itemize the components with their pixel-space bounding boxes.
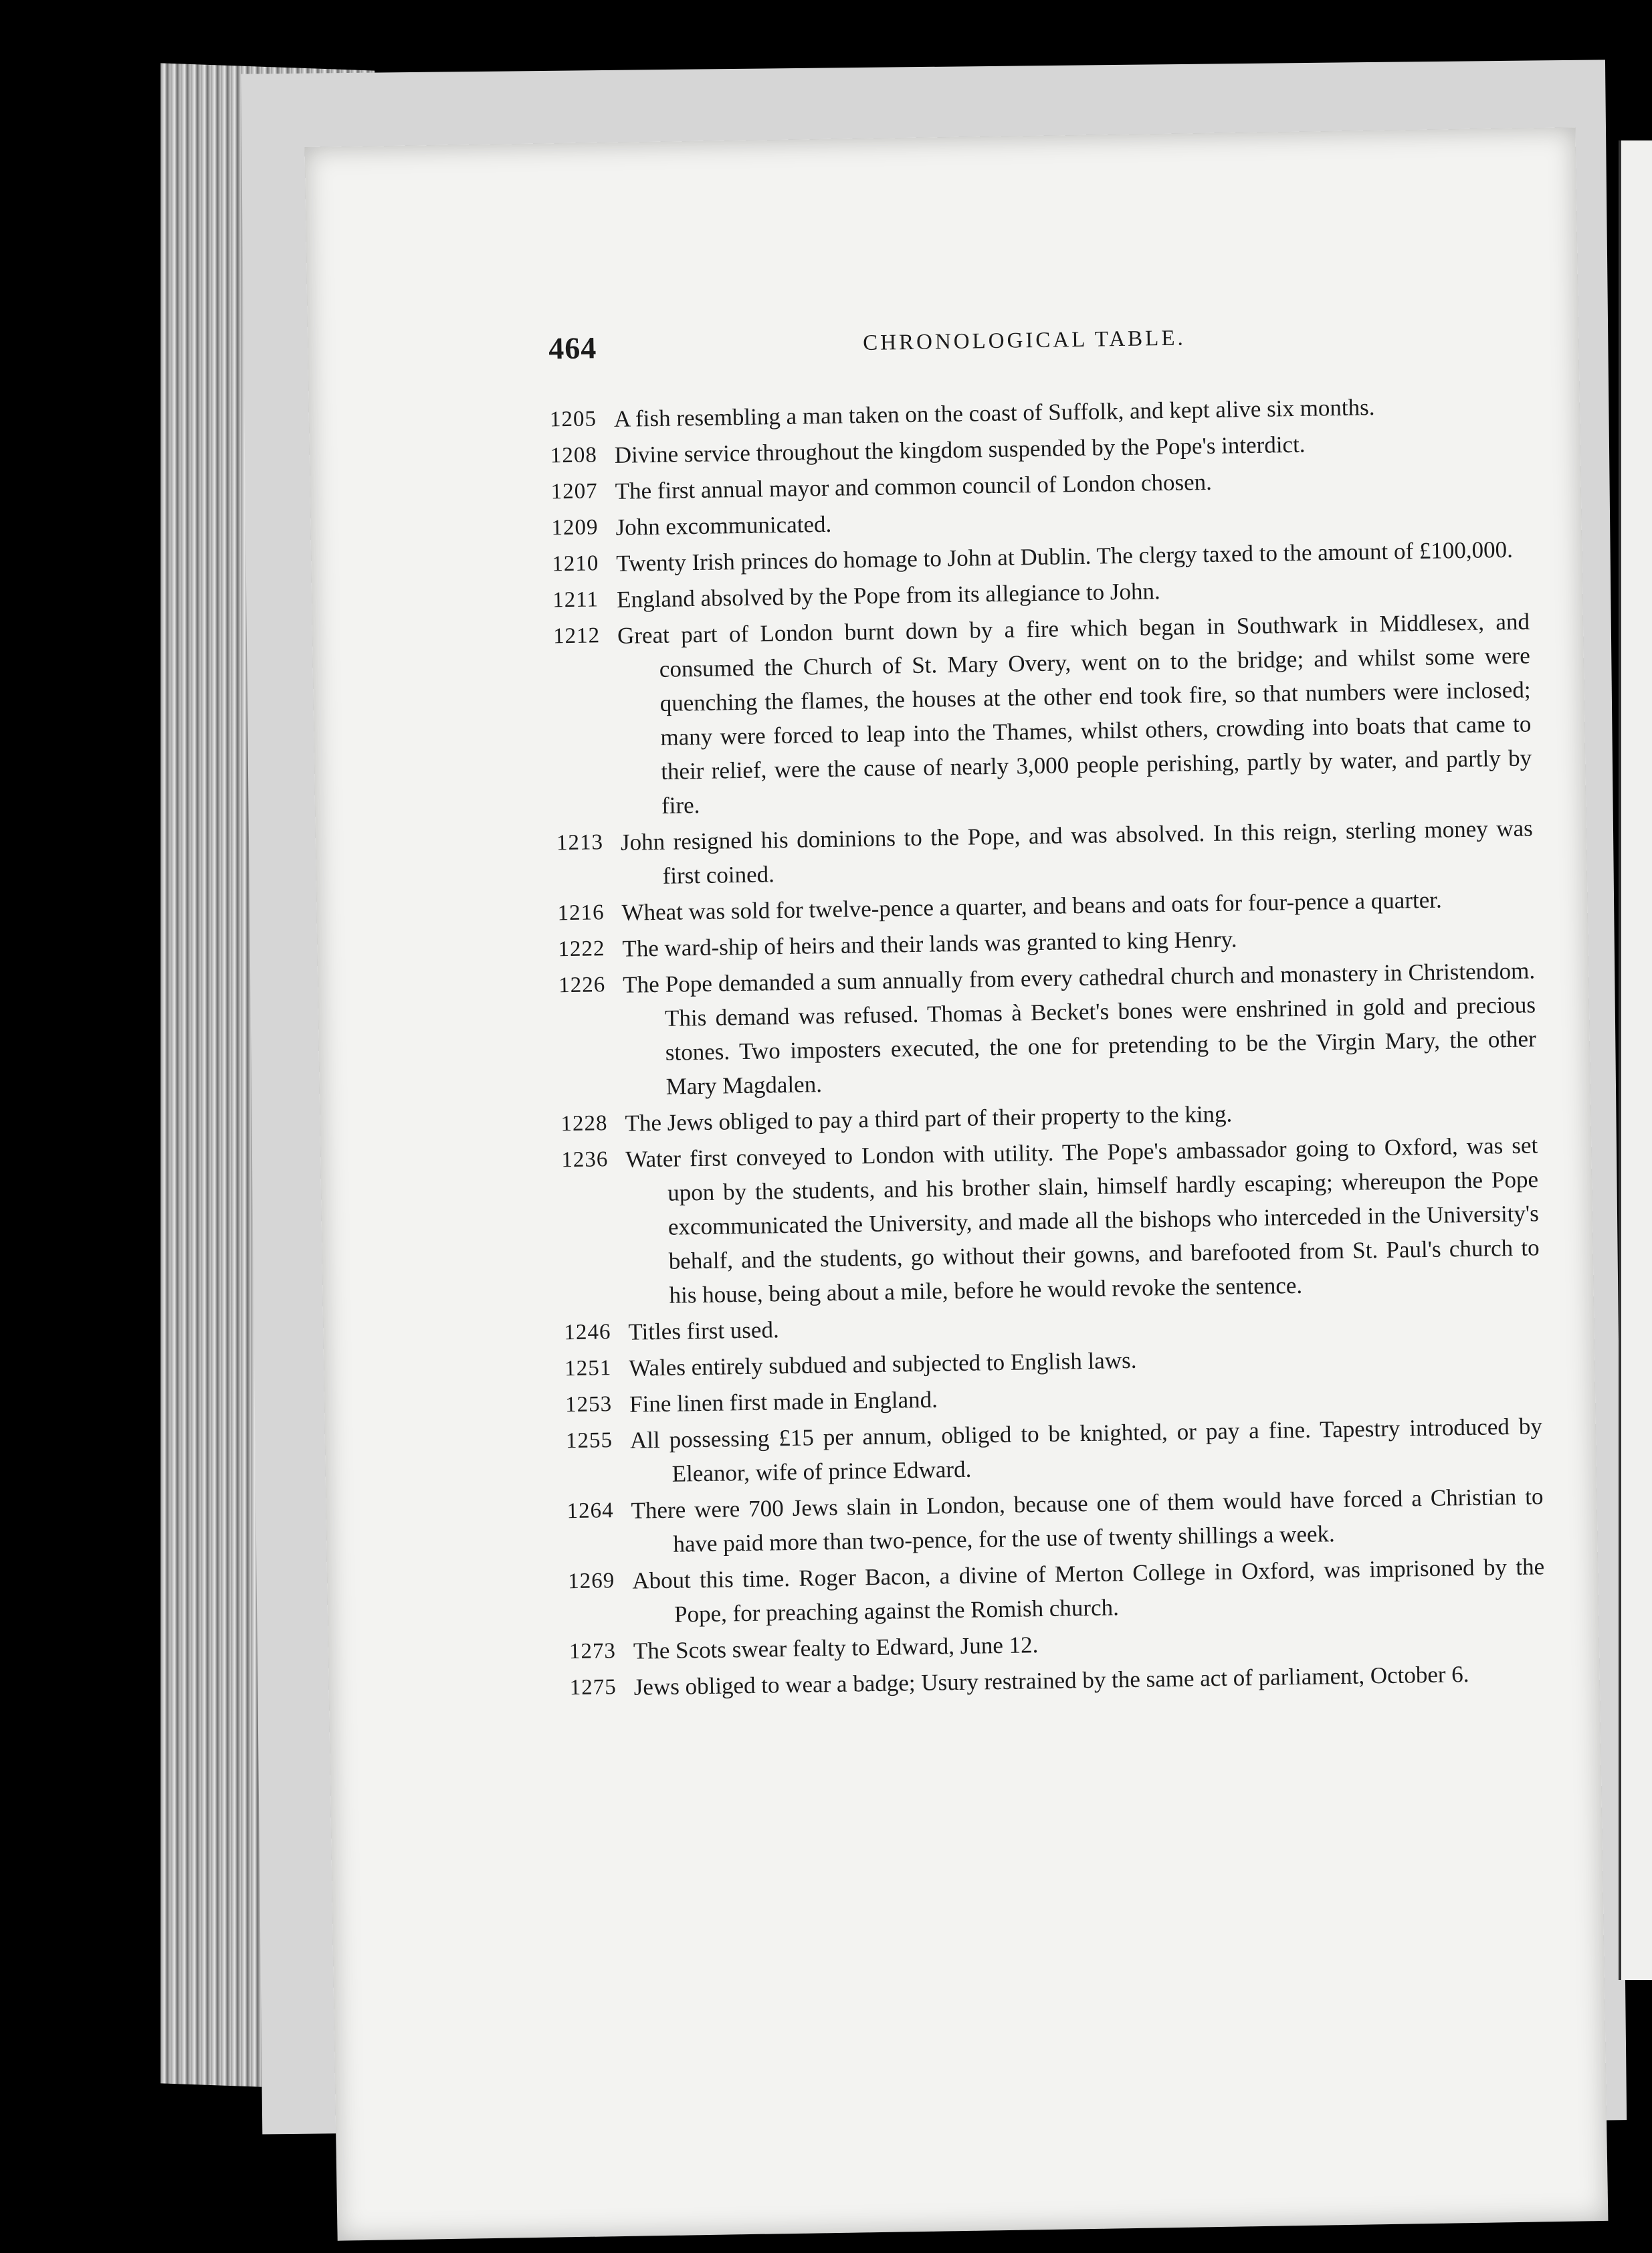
chronology-entry — [561, 1128, 1540, 1314]
entry-text: Water first conveyed to London with utility. The Pope's ambassador going to Oxford, was set upon by the students, and his brother slain, himself hardly escaping; whereupon the Pope excommunicated the University, and made all the bishops who interceded in the University's behalf, and the students, go without their gowns, and barefooted from St. Paul's church to his house, being about a mile, before he would revoke the sentence. — [625, 1132, 1540, 1308]
entry-year: 1207 — [550, 479, 598, 504]
entry-year: 1246 — [564, 1320, 611, 1345]
facing-page-edge — [1619, 140, 1652, 1980]
chronology-entry — [566, 1409, 1543, 1492]
entry-text: England absolved by the Pope from its allegiance to John. — [616, 578, 1161, 613]
page-header — [548, 315, 1526, 391]
entry-year: 1228 — [560, 1111, 608, 1137]
entry-year: 1275 — [569, 1675, 617, 1700]
entry-year: 1273 — [569, 1639, 617, 1664]
chronology-entry — [558, 953, 1537, 1105]
entry-year: 1255 — [565, 1428, 613, 1454]
entry-text: The Pope demanded a sum annually from every cathedral church and monastery in Christendom. This demand was refused. Thomas à Becket's bones were enshrined in gold and precious stones. Two imposters executed, the one for pretending to be the Virgin Mary, the other Mary Magdalen. — [622, 957, 1537, 1100]
entry-year: 1236 — [561, 1147, 609, 1173]
entry-year: 1211 — [552, 587, 599, 613]
chronology-entry — [553, 604, 1533, 824]
entry-text: John excommunicated. — [615, 510, 832, 541]
entry-year: 1210 — [552, 551, 599, 577]
entry-year: 1251 — [564, 1356, 612, 1381]
chronology-entry — [566, 1479, 1544, 1563]
entry-year: 1269 — [567, 1569, 615, 1594]
entry-text: About this time. Roger Bacon, a divine of Merton College in Oxford, was imprisoned by the Pope, for preaching against the Romish church. — [631, 1553, 1545, 1628]
entry-text: Great part of London burnt down by a fire which began in Southwark in Middlesex, and consumed the Church of St. Mary Overy, went on to the bridge; and whilst some were quenching the flames, the houses at the other end took fire, so that numbers were inclosed; many were forced to leap into the Thames, whilst others, crowding into boats that came to their relief, were the cause of nearly 3,000 people perishing, partly by water, and partly by fire. — [617, 608, 1532, 819]
entry-year: 1205 — [549, 407, 597, 432]
entry-text: Divine service throughout the kingdom suspended by the Pope's interdict. — [614, 431, 1306, 468]
entry-year: 1208 — [550, 443, 598, 468]
entry-text: The ward-ship of heirs and their lands was granted to king Henry. — [622, 926, 1237, 962]
entry-text: The Scots swear fealty to Edward, June 12. — [633, 1632, 1039, 1664]
entry-text: The first annual mayor and common council of London chosen. — [615, 468, 1213, 504]
entry-year: 1264 — [566, 1498, 614, 1524]
entry-text: Fine linen first made in England. — [629, 1386, 938, 1417]
entry-year: 1209 — [551, 515, 599, 541]
entry-text: A fish resembling a man taken on the coast of Suffolk, and kept alive six months. — [613, 394, 1375, 432]
page-number: 464 — [548, 330, 597, 366]
running-title: CHRONOLOGICAL TABLE. — [862, 326, 1186, 356]
entry-text: The Jews obliged to pay a third part of their property to the king. — [625, 1100, 1233, 1137]
chronology-entry — [556, 811, 1534, 894]
page-text-block — [548, 315, 1546, 1707]
entry-text: There were 700 Jews slain in London, because one of them would have forced a Christian to have paid more than two-pence, for the use of twenty shillings a week. — [631, 1483, 1544, 1557]
entry-text: All possessing £15 per annum, obliged to be knighted, or pay a fine. Tapestry introduced by Eleanor, wife of prince Edward. — [629, 1413, 1543, 1487]
chronology-entry — [568, 1549, 1545, 1633]
entry-text: Twenty Irish princes do homage to John at Dublin. The clergy taxed to the amount of £100,000. — [616, 536, 1514, 577]
entry-year: 1213 — [556, 830, 604, 856]
entry-year: 1226 — [558, 973, 606, 998]
entry-text: Jews obliged to wear a badge; Usury restrained by the same act of parliament, October 6. — [633, 1661, 1469, 1700]
entry-year: 1222 — [558, 937, 605, 962]
entry-text: Wheat was sold for twelve-pence a quarter, and beans and oats for four-pence a quarter. — [621, 886, 1442, 926]
entry-text: John resigned his dominions to the Pope, and was absolved. In this reign, sterling money was first coined. — [620, 815, 1534, 889]
entry-year: 1216 — [557, 900, 605, 926]
entry-text: Wales entirely subdued and subjected to English laws. — [628, 1347, 1137, 1381]
chronology-list — [550, 387, 1546, 1705]
entry-year: 1253 — [564, 1392, 613, 1417]
entry-year: 1212 — [552, 623, 601, 649]
book-page — [305, 127, 1609, 2240]
entry-text: Titles first used. — [628, 1316, 779, 1345]
